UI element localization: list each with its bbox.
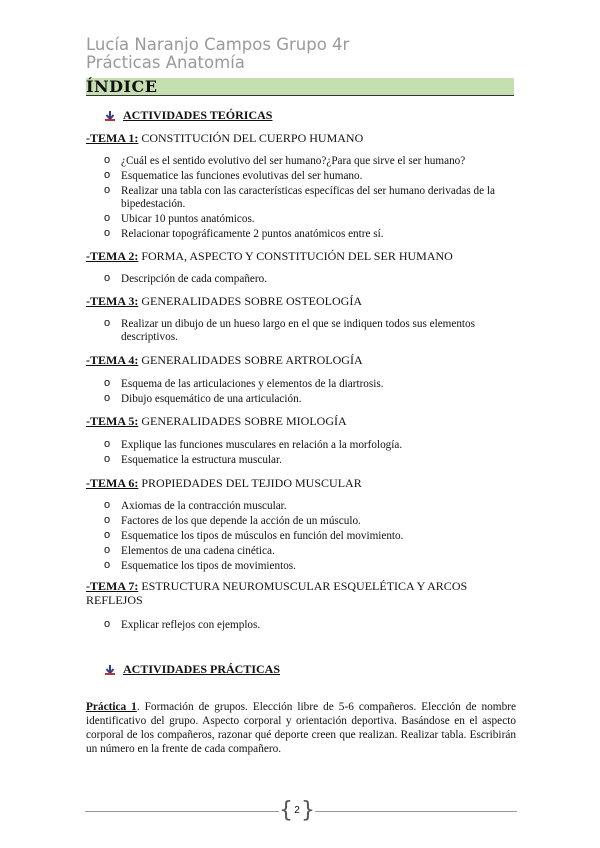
header-author-line: Lucía Naranjo Campos Grupo 4r [86,35,350,54]
list-item: o Dibujo esquemático de una articulación. [104,393,516,406]
tema-3-label: -TEMA 3: [86,294,139,308]
tema-7-heading [86,579,506,607]
list-item: o Factores de los que depende la acción de un músculo. [104,515,516,528]
practica-1-label: Práctica 1 [86,701,137,713]
tema-4-heading [86,353,514,367]
list-item: o Esquematice los tipos de músculos en función del movimiento. [104,530,516,543]
section-heading-teoricas [104,108,272,123]
section-practicas-label: ACTIVIDADES PRÁCTICAS [123,662,281,676]
practica-1-paragraph [86,700,516,756]
list-item: o ¿Cuál es el sentido evolutivo del ser humano?¿Para que sirve el ser humano? [104,155,516,168]
index-heading: ÍNDICE [86,78,514,96]
tema-5-label: -TEMA 5: [86,414,139,428]
list-item: o Realizar un dibujo de un hueso largo en el que se indiquen todos sus elementos descriptivos. [104,318,516,344]
tema-4-title: GENERALIDADES SOBRE ARTROLOGÍA [138,353,363,367]
tema-6-list [104,500,516,575]
tema-6-label: -TEMA 6: [86,476,139,490]
list-item: o Esquematice los tipos de movimientos. [104,560,516,573]
section-heading-practicas [104,662,280,677]
tema-1-title: CONSTITUCIÓN DEL CUERPO HUMANO [138,131,364,145]
list-item: o Esquematice la estructura muscular. [104,454,516,467]
tema-4-list [104,378,516,408]
right-brace-icon: } [301,798,315,823]
tema-1-list [104,155,516,243]
tema-7-label: -TEMA 7: [86,579,139,593]
tema-2-list [104,273,516,288]
tema-7-title: ESTRUCTURA NEUROMUSCULAR ESQUELÉTICA Y ARCOS REFLEJOS [86,579,468,607]
practica-1-text: . Formación de grupos. Elección libre de 5-6 compañeros. Elección de nombre identificativo del grupo. Aspecto corporal y orientación deportiva. Basándose en el aspecto corporal de los compañeros, razonar qué deporte creen que realizan. Realizar tabla. Escribirán un número en la frente de cada compañero. [86,701,516,755]
tema-2-title: FORMA, ASPECTO Y CONSTITUCIÓN DEL SER HUMANO [138,249,453,263]
page-number-box [279,800,315,822]
header-subject-line: Prácticas Anatomía [86,53,245,72]
tema-5-list [104,439,516,469]
tema-1-label: -TEMA 1: [86,131,139,145]
arrow-bullet-icon [104,664,116,676]
tema-2-heading [86,249,514,263]
list-item: o Axiomas de la contracción muscular. [104,500,516,513]
list-item: o Elementos de una cadena cinética. [104,545,516,558]
list-item: o Ubicar 10 puntos anatómicos. [104,213,516,226]
list-item: o Relacionar topográficamente 2 puntos anatómicos entre sí. [104,228,516,241]
left-brace-icon: { [279,798,293,823]
tema-6-title: PROPIEDADES DEL TEJIDO MUSCULAR [138,476,362,490]
tema-3-list [104,318,516,346]
tema-2-label: -TEMA 2: [86,249,139,263]
arrow-bullet-icon [104,110,116,122]
page-number: 2 [294,805,300,816]
tema-5-heading [86,414,514,428]
list-item: o Esquematice las funciones evolutivas del ser humano. [104,170,516,183]
tema-3-title: GENERALIDADES SOBRE OSTEOLOGÍA [138,294,363,308]
tema-5-title: GENERALIDADES SOBRE MIOLOGÍA [138,414,347,428]
tema-6-heading [86,476,514,490]
list-item: o Explique las funciones musculares en relación a la morfología. [104,439,516,452]
document-header [86,36,349,72]
tema-1-heading [86,131,514,145]
section-teoricas-label: ACTIVIDADES TEÓRICAS [123,108,273,122]
tema-3-heading [86,294,514,308]
list-item: o Esquema de las articulaciones y elementos de la diartrosis. [104,378,516,391]
list-item: o Realizar una tabla con las características específicas del ser humano derivadas de la bipedestación. [104,185,516,211]
tema-7-list [104,619,516,634]
list-item: o Descripción de cada compañero. [104,273,516,286]
tema-4-label: -TEMA 4: [86,353,139,367]
list-item: o Explicar reflejos con ejemplos. [104,619,516,632]
